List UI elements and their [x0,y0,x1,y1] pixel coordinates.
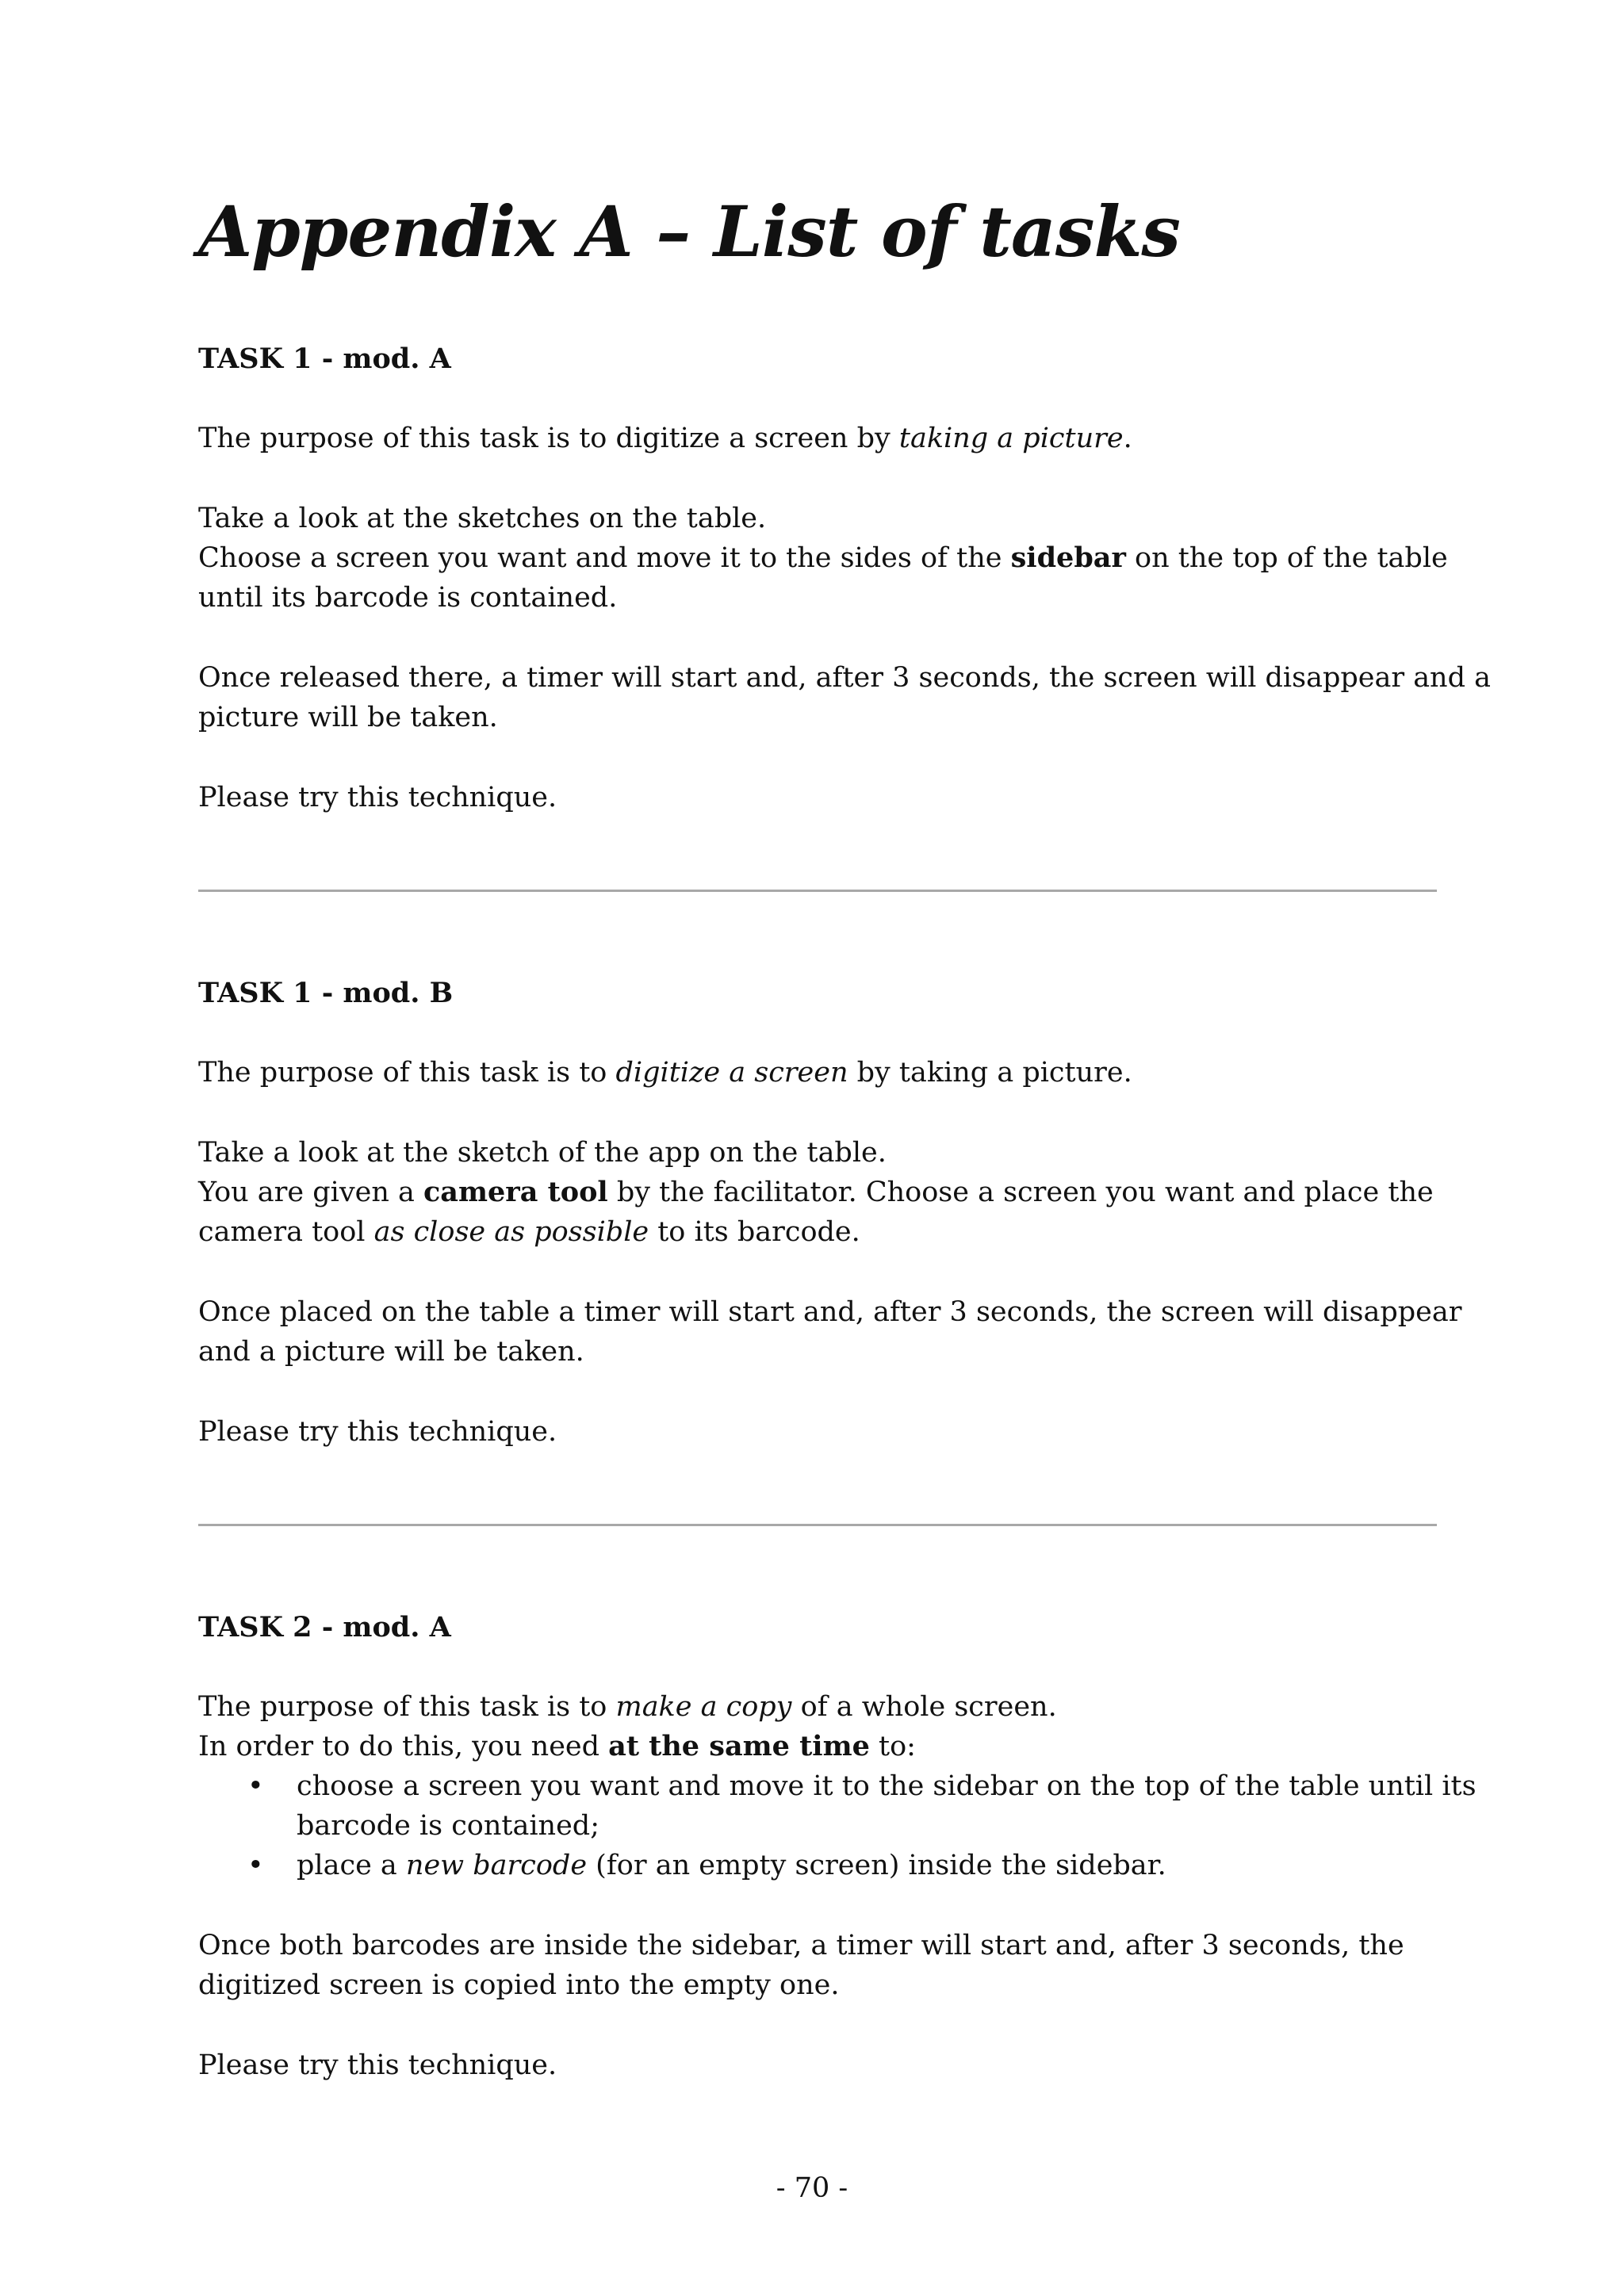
task-1b-purpose-emphasis: digitize a screen [615,1057,848,1089]
task-1a-instructions-line-2-a: Choose a screen you want and move it to the sides of the [198,542,1011,574]
task-1a-sidebar-term: sidebar [1010,541,1126,574]
task-1b-camera-tool-term: camera tool [423,1176,608,1208]
task-2a-purpose-line-2-a: In order to do this, you need [198,1731,609,1762]
task-1a-heading: TASK 1 - mod. A [198,342,451,375]
task-1a-purpose [198,419,1435,458]
task-1a-try: Please try this technique. [198,782,557,813]
task-2a-try: Please try this technique. [198,2049,557,2081]
task-1b-instructions-line-3-b: to its barcode. [649,1216,860,1248]
task-1a-instructions-line-2 [198,538,1448,578]
task-1b-outcome [198,1292,1462,1372]
task-2a-purpose-line-1-a: The purpose of this task is to [198,1691,616,1723]
task-1a-outcome-line-2: picture will be taken. [198,702,498,733]
section-divider [198,890,1437,892]
task-1a-outcome-line-1: Once released there, a timer will start and, after 3 seconds, the screen will disappear and a [198,662,1491,694]
task-1a-purpose-emphasis: taking a picture [898,423,1124,454]
task-2a-bullet-2-a: place a [297,1850,406,1881]
task-1b-instructions-line-1: Take a look at the sketch of the app on the table. [198,1137,887,1169]
task-1a-purpose-text: The purpose of this task is to digitize a screen by [198,423,899,454]
task-2a-bullet-2-b: (for an empty screen) inside the sidebar. [587,1850,1166,1881]
list-item [198,1846,1467,1885]
task-1a-instructions-line-2-b: on the top of the table [1125,542,1448,574]
task-1b-instructions-line-3-a: camera tool [198,1216,374,1248]
task-2a-purpose-line-2-b: to: [869,1731,916,1762]
task-2a-bullet-1-line-1: choose a screen you want and move it to the sidebar on the top of the table until its [297,1770,1477,1802]
task-1a-instructions-line-3: until its barcode is contained. [198,582,618,614]
task-1b-instructions-line-2 [198,1173,1435,1212]
task-1b-outcome-line-1: Once placed on the table a timer will start and, after 3 seconds, the screen will disappear [198,1296,1462,1328]
task-2a-same-time-term: at the same time [608,1730,870,1762]
task-2a-new-barcode-emphasis: new barcode [405,1850,588,1881]
task-1b-purpose-text: The purpose of this task is to [198,1057,616,1089]
task-1b-instructions-line-2-b: by the facilitator. Choose a screen you want and place the [607,1177,1434,1208]
task-1a-instructions-line-1: Take a look at the sketches on the table. [198,503,767,534]
task-2a-purpose-line-1 [198,1687,1435,1727]
task-1b-instructions-line-2-a: You are given a [198,1177,423,1208]
section-divider [198,1524,1437,1526]
task-1a-instructions [198,499,1448,618]
page-title: Appendix A – List of tasks [198,190,1180,273]
task-1b-purpose-end: by taking a picture. [848,1057,1132,1089]
task-2a-heading: TASK 2 - mod. A [198,1611,451,1644]
task-1b-outcome-line-2: and a picture will be taken. [198,1336,584,1368]
bullet-icon: • [247,1850,264,1881]
task-2a-purpose-emphasis: make a copy [615,1691,792,1723]
task-1b-instructions-line-3 [198,1212,1435,1252]
task-2a-purpose-line-1-b: of a whole screen. [791,1691,1057,1723]
page-number: - 70 - [776,2172,848,2204]
task-1a-purpose-end: . [1123,423,1132,454]
task-2a-bullet-2-line [297,1846,1467,1885]
task-1b-heading: TASK 1 - mod. B [198,977,454,1009]
list-item [198,1766,1477,1846]
task-1b-instructions-emphasis: as close as possible [373,1216,649,1248]
task-2a-purpose [198,1687,1435,1766]
task-2a-outcome [198,1926,1435,2005]
task-1a-outcome [198,658,1491,737]
task-1b-purpose [198,1053,1435,1093]
bullet-icon: • [247,1770,264,1802]
task-2a-outcome-line-1: Once both barcodes are inside the sidebar, a timer will start and, after 3 seconds, the [198,1930,1404,1961]
task-2a-outcome-line-2: digitized screen is copied into the empty one. [198,1969,840,2001]
task-2a-purpose-line-2 [198,1727,1435,1766]
task-2a-bullet-list [198,1766,1477,1885]
task-1b-instructions [198,1133,1435,1252]
task-2a-bullet-1-line-2: barcode is contained; [297,1810,599,1842]
task-1b-try: Please try this technique. [198,1416,557,1448]
